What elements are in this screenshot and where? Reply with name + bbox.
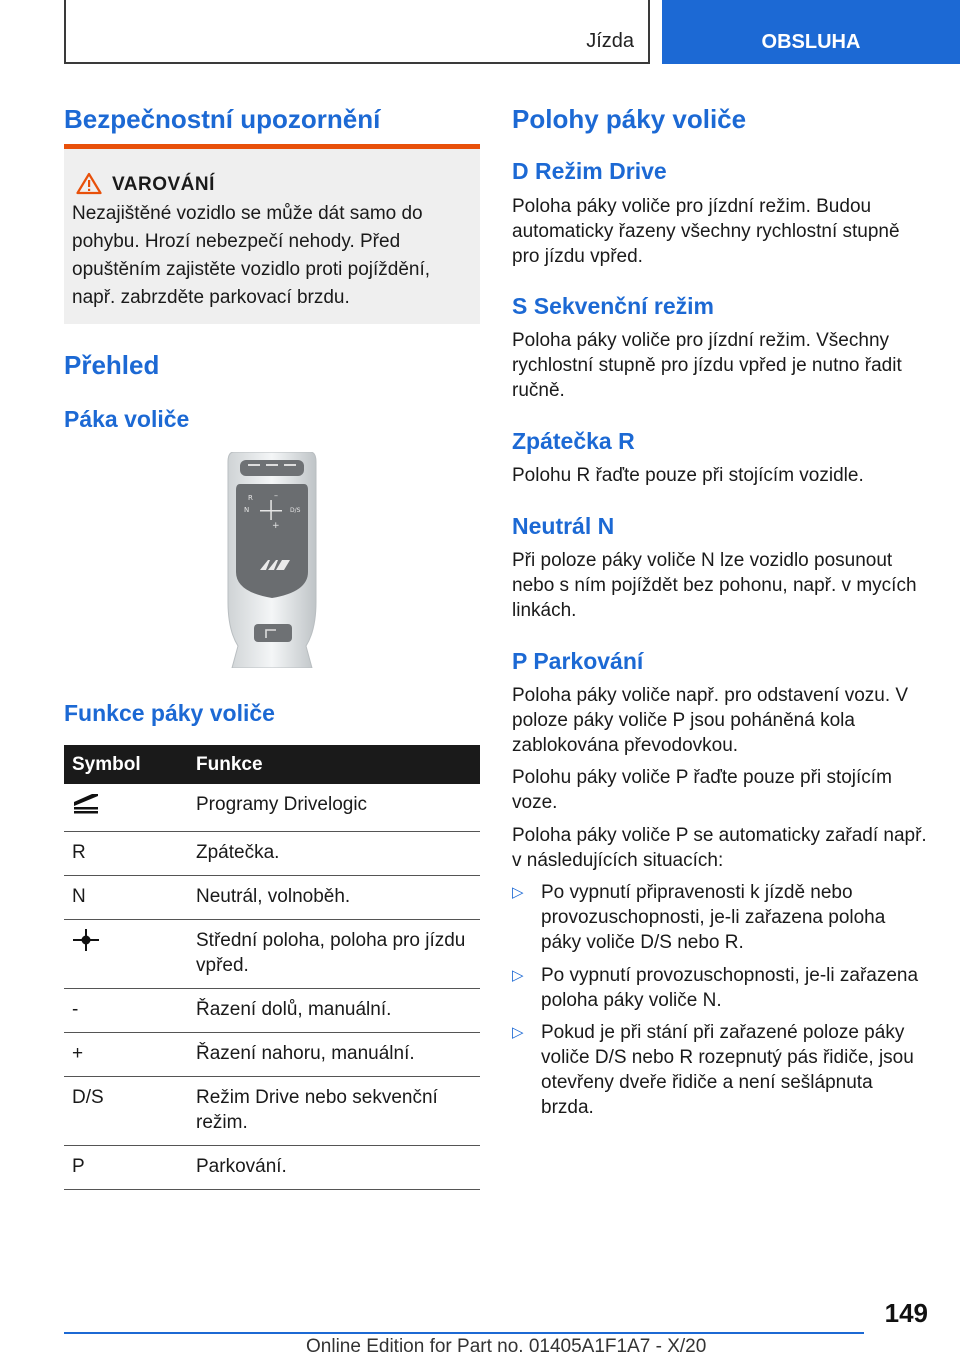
table-cell-symbol: R [64,832,188,876]
table-row [64,989,480,1033]
reverse-heading: Zpátečka R [512,428,635,454]
warning-bar [64,144,480,149]
reverse-text: Polohu R řaďte pouze při stojícím vozidle. [512,465,864,486]
table-row [64,784,480,832]
table-cell-function: Řazení dolů, manuální. [188,989,480,1033]
selector-functions-table [64,745,480,1190]
edition-footer: Online Edition for Part no. 01405A1F1A7 - X/20 [306,1336,707,1357]
table-cell-function: Neutrál, volnoběh. [188,876,480,920]
bullet-triangle-icon: ▷ [512,1024,524,1041]
table-row [64,1033,480,1077]
park-text-2: Polohu páky voliče P řaďte pouze při stojícím voze. [512,767,892,813]
bullet-triangle-icon: ▷ [512,884,524,901]
table-row [64,1146,480,1190]
sequential-text: Poloha páky voliče pro jízdní režim. Všechny rychlostní stupně pro jízdu vpřed je nutno řadit ručně. [512,330,902,401]
warning-text: Nezajištěné vozidlo se může dát samo do pohybu. Hrozí nebezpečí nehody. Před opuštěním zajistěte vozidlo proti pojíždění, např. zabrzděte parkovací brzdu. [72,203,431,308]
chapter-tab[interactable]: OBSLUHA [662,0,960,64]
list-item-text: Po vypnutí připravenosti k jízdě nebo provozuschopnosti, je-li zařazena poloha páky voliče D/S nebo R. [541,882,886,953]
table-cell-symbol: + [64,1033,188,1077]
svg-text:–: – [274,491,278,500]
park-text-3: Poloha páky voliče P se automaticky zařadí např. v následujících situacích: [512,825,927,871]
footer-divider [64,1332,864,1334]
neutral-heading: Neutrál N [512,513,615,539]
warning-box [64,144,480,324]
table-header-function: Funkce [188,745,480,784]
table-cell-symbol: - [64,989,188,1033]
table-cell-symbol: D/S [64,1077,188,1146]
table-header-symbol: Symbol [64,745,188,784]
table-cell-function: Zpátečka. [188,832,480,876]
svg-text:D/S: D/S [290,507,301,514]
list-item-text: Po vypnutí provozuschopnosti, je-li zařazena poloha páky voliče N. [541,965,919,1011]
overview-heading: Přehled [64,350,160,380]
table-cell-function: Řazení nahoru, manuální. [188,1033,480,1077]
warning-title: VAROVÁNÍ [112,174,215,195]
table-cell-symbol [64,784,188,832]
svg-text:N: N [244,506,250,514]
table-row [64,1077,480,1146]
table-cell-function: Režim Drive nebo sekvenční režim. [188,1077,480,1146]
svg-text:R: R [248,494,253,502]
sequential-heading: S Sekvenční režim [512,293,714,319]
lever-heading: Páka voliče [64,406,190,432]
park-heading: P Parkování [512,648,644,674]
table-row [64,876,480,920]
list-item [512,963,928,1018]
table-row [64,920,480,989]
table-row [64,832,480,876]
drivelogic-icon [72,792,100,814]
warning-triangle-icon [76,172,102,195]
neutral-text: Při poloze páky voliče N lze vozidlo posunout nebo s ním pojíždět bez pohonu, např. v mycích linkách. [512,550,917,621]
list-item [512,880,928,960]
center-position-icon [72,928,100,952]
table-cell-symbol: P [64,1146,188,1190]
gear-selector-lever-image [226,452,318,668]
table-cell-function: Programy Drivelogic [188,784,480,832]
list-item-text: Pokud je při stání při zařazené poloze páky voliče D/S nebo R rozepnutý pás řidiče, jsou otevřeny dveře řidiče a není sešlápnuta brzda. [541,1022,914,1118]
functions-heading: Funkce páky voliče [64,700,275,726]
table-cell-symbol: N [64,876,188,920]
header-frame [64,0,650,64]
bullet-triangle-icon: ▷ [512,967,524,984]
section-title: Jízda [586,30,634,52]
table-cell-function: Střední poloha, poloha pro jízdu vpřed. [188,920,480,989]
svg-text:+: + [272,521,280,531]
table-cell-symbol [64,920,188,989]
safety-heading: Bezpečnostní upozornění [64,104,381,134]
drive-text: Poloha páky voliče pro jízdní režim. Budou automaticky řazeny všechny rychlostní stupně pro jízdu vpřed. [512,196,900,267]
list-item [512,1020,928,1118]
page-number: 149 [884,1298,928,1328]
park-text-1: Poloha páky voliče např. pro odstavení vozu. V poloze páky voliče P jsou poháněná kola zablokována převodovkou. [512,685,909,756]
table-cell-function: Parkování. [188,1146,480,1190]
drive-heading: D Režim Drive [512,158,667,184]
table-header-row [64,745,480,784]
positions-heading: Polohy páky voliče [512,104,747,134]
